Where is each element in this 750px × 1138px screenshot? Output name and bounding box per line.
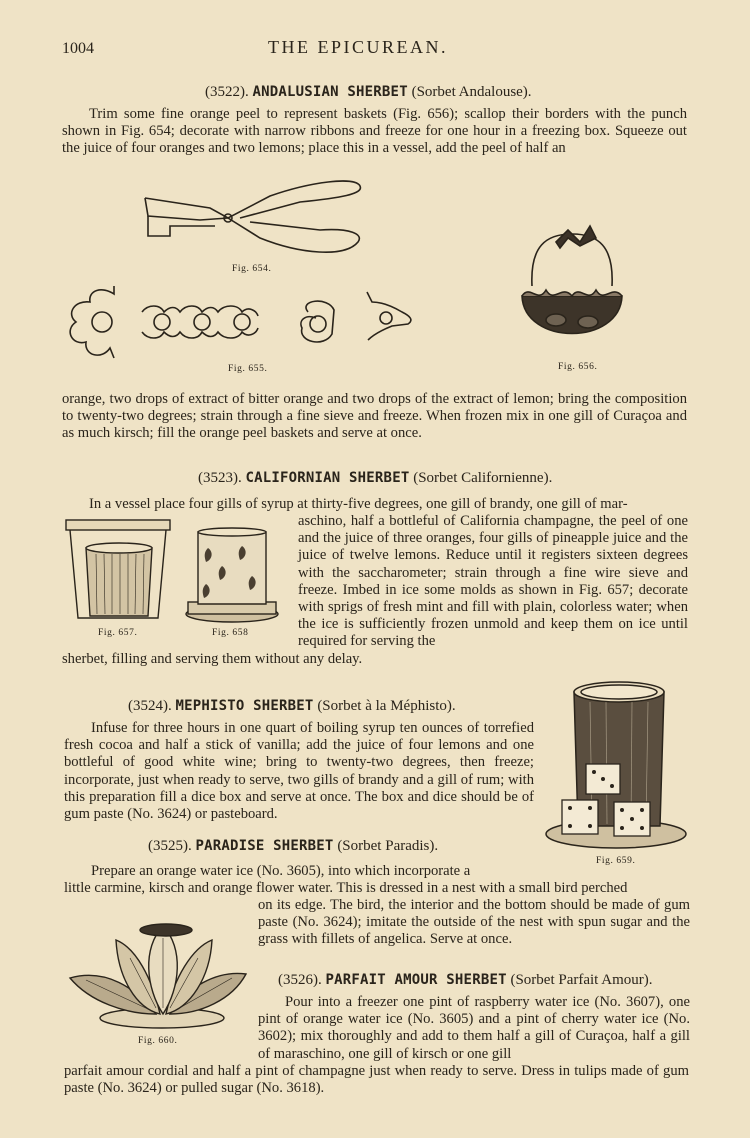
recipe-text-3524 xyxy=(64,720,534,823)
recipe-text-3526-column xyxy=(258,994,690,1063)
recipe-french-name: (Sorbet Paradis). xyxy=(337,838,439,854)
recipe-text-3526-last xyxy=(64,1063,689,1097)
recipe-title-3524 xyxy=(128,698,456,715)
recipe-title-3523 xyxy=(198,470,552,487)
recipe-name: CALIFORNIAN SHERBET xyxy=(245,470,410,486)
paragraph: In a vessel place four gills of syrup at thirty-five degrees, one gill of brandy, one gill of mar- xyxy=(89,496,628,512)
fig-659-caption: Fig. 659. xyxy=(596,856,636,866)
fig-654-punch-illustration xyxy=(140,176,365,264)
recipe-number: (3526). xyxy=(278,972,322,988)
fig-656-caption: Fig. 656. xyxy=(558,362,598,372)
fig-658-ice-mold-illustration xyxy=(182,526,282,626)
fig-660-tulip-illustration xyxy=(66,918,250,1032)
fig-660-caption: Fig. 660. xyxy=(138,1036,178,1046)
paragraph: parfait amour cordial and half a pint of champagne just when ready to serve. Dress in tulips made of gum paste (No. 3624) or pulled sugar (No. 3618). xyxy=(64,1063,689,1097)
paragraph: on its edge. The bird, the interior and the bottom should be made of gum paste (No. 3624); imitate the outside of the nest with spun sugar and the grass with fillets of angelica. Serve at once. xyxy=(258,897,690,948)
paragraph: Pour into a freezer one pint of raspberry water ice (No. 3607), one pint of orange water ice (No. 3605) and a pint of cherry water ice (No. 3602); mix thoroughly and add to them half a gill of Curaçoa, half a gill of maraschino, one gill of kirsch or one gill xyxy=(258,994,690,1062)
fig-659-dice-box-illustration xyxy=(546,676,690,852)
paragraph: Trim some fine orange peel to represent baskets (Fig. 656); scallop their borders with the punch shown in Fig. 654; decorate with narrow ribbons and freeze for one hour in a freezing box. Squeeze out the juice of four oranges and two lemons; place this in a vessel, add the peel of half an xyxy=(62,106,687,157)
paragraph: orange, two drops of extract of bitter orange and two drops of the extract of lemon; bring the composition to twenty-two degrees; strain through a fine sieve and freeze. When frozen mix in one gill of Curaçoa and as much kirsch; fill the orange peel baskets and serve at once. xyxy=(62,391,687,442)
recipe-french-name: (Sorbet Californienne). xyxy=(413,470,553,486)
recipe-name: MEPHISTO SHERBET xyxy=(175,698,314,714)
paragraph: aschino, half a bottleful of California champagne, the peel of one and the juice of three oranges, four gills of pineapple juice and the juice of twelve lemons. Reduce until it registers sixteen degrees with the saccharometer; strain through a fine wire sieve and freeze. Imbed in ice some molds as shown in Fig. 657; decorate with sprigs of fresh mint and fill with plain, colorless water; when the ice is sufficiently frozen unmold and keep them on ice until required for serving the xyxy=(298,513,688,650)
recipe-french-name: (Sorbet à la Méphisto). xyxy=(317,698,456,714)
recipe-text-3525-a xyxy=(64,863,544,880)
fig-657-caption: Fig. 657. xyxy=(98,628,138,638)
recipe-title-3525 xyxy=(148,838,438,855)
recipe-french-name: (Sorbet Parfait Amour). xyxy=(510,972,653,988)
fig-658-caption: Fig. 658 xyxy=(212,628,249,638)
fig-655-cutters-illustration xyxy=(62,282,422,362)
fig-655-caption: Fig. 655. xyxy=(228,364,268,374)
paragraph: Prepare an orange water ice (No. 3605), into which incorporate a xyxy=(91,863,471,879)
recipe-text-3523-column xyxy=(298,513,688,651)
recipe-text-3522-a xyxy=(62,106,687,158)
recipe-text-3525-b xyxy=(64,880,689,897)
fig-657-mold-illustration xyxy=(64,518,174,628)
recipe-text-3523-last xyxy=(62,651,687,668)
recipe-name: ANDALUSIAN SHERBET xyxy=(252,84,408,100)
recipe-name: PARFAIT AMOUR SHERBET xyxy=(325,972,507,988)
recipe-name: PARADISE SHERBET xyxy=(195,838,334,854)
recipe-number: (3524). xyxy=(128,698,172,714)
recipe-number: (3525). xyxy=(148,838,192,854)
paragraph: Infuse for three hours in one quart of boiling syrup ten ounces of torrefied fresh cocoa and half a stick of vanilla; add the juice of four lemons and one bottleful of good white wine; bring to twenty-two degrees, then freeze; incorporate, just when ready to serve, two gills of brandy and a gill of rum; with this preparation fill a dice box and serve at once. The box and dice should be of gum paste (No. 3624) or pasteboard. xyxy=(64,720,534,823)
recipe-title-3526 xyxy=(278,972,653,989)
paragraph: sherbet, filling and serving them without any delay. xyxy=(62,651,363,667)
recipe-french-name: (Sorbet Andalouse). xyxy=(411,84,532,100)
running-title: THE EPICUREAN. xyxy=(268,37,448,57)
page-number: 1004 xyxy=(62,40,94,57)
recipe-text-3522-b xyxy=(62,391,687,443)
recipe-number: (3522). xyxy=(205,84,249,100)
fig-656-orange-basket-illustration xyxy=(516,216,628,358)
recipe-title-3522 xyxy=(205,84,532,101)
paragraph: little carmine, kirsch and orange flower water. This is dressed in a nest with a small bird perched xyxy=(64,880,628,896)
recipe-number: (3523). xyxy=(198,470,242,486)
recipe-text-3523-first xyxy=(62,496,687,513)
fig-654-caption: Fig. 654. xyxy=(232,264,272,274)
recipe-text-3525-c xyxy=(258,897,690,949)
